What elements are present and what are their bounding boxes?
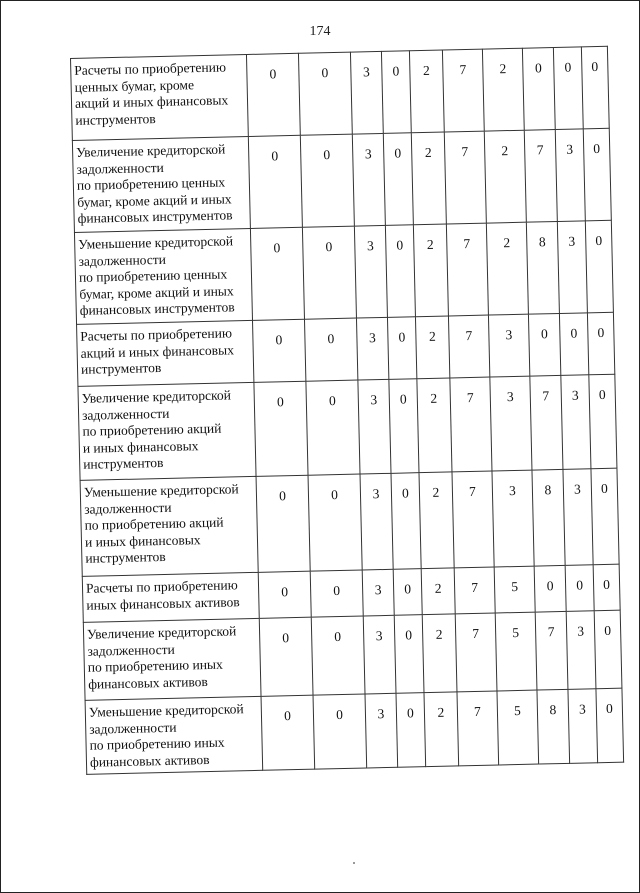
code-digit: 0 [581, 46, 609, 129]
code-digit: 0 [522, 48, 555, 131]
row-label [77, 320, 254, 386]
code-digit: 0 [311, 616, 365, 695]
code-digit: 8 [537, 689, 570, 764]
scan-speck [353, 862, 355, 864]
row-label-line: Расчеты по приобретению [85, 577, 238, 596]
row-label-line: акций и иных финансовых [74, 92, 229, 111]
row-label-line: Увеличение кредиторской [75, 141, 226, 160]
code-digit: 0 [298, 52, 352, 135]
code-digit: 0 [589, 374, 617, 469]
table-row [85, 688, 624, 774]
code-digit: 0 [393, 569, 422, 616]
code-digit: 0 [381, 51, 411, 134]
code-digit: 7 [454, 567, 495, 614]
row-label-line: задолженности [76, 159, 164, 177]
code-digit: 8 [526, 221, 559, 314]
code-digit: 3 [354, 225, 387, 318]
code-digit: 2 [482, 48, 524, 131]
code-digit: 0 [389, 379, 419, 474]
code-digit: 3 [365, 693, 398, 768]
row-label-line: Расчеты по приобретению [74, 59, 227, 78]
code-digit: 0 [396, 693, 426, 768]
code-table [70, 46, 624, 775]
code-digit: 3 [352, 133, 385, 226]
code-digit: 7 [452, 471, 494, 568]
row-label [71, 54, 249, 140]
code-digit: 7 [455, 613, 497, 692]
code-digit: 0 [256, 475, 310, 572]
row-label-line: задолженности [89, 719, 177, 737]
row-label-line: инструментов [80, 360, 162, 377]
code-digit: 0 [591, 468, 619, 565]
code-digit: 0 [587, 312, 614, 375]
code-digit: 0 [594, 610, 622, 689]
code-digit: 0 [593, 564, 620, 611]
row-label-line: Уменьшение кредиторской [88, 701, 244, 720]
code-digit: 0 [304, 318, 357, 381]
code-digit: 0 [394, 615, 424, 694]
row-label-line: задолженности [81, 405, 170, 423]
code-digit: 0 [300, 134, 354, 227]
row-label-line: задолженности [87, 641, 175, 659]
code-digit: 5 [494, 566, 535, 613]
row-label-line: акций и иных финансовых [80, 341, 235, 361]
code-digit: 7 [442, 49, 484, 132]
code-digit: 7 [444, 131, 486, 224]
code-digit: 0 [306, 380, 360, 475]
code-digit: 0 [259, 617, 313, 696]
code-digit: 7 [446, 223, 488, 316]
row-label-line: по приобретению ценных [76, 174, 226, 193]
code-digit: 3 [561, 375, 591, 470]
row-label-line: Расчеты по приобретению [80, 325, 233, 344]
row-label [82, 572, 259, 622]
code-digit: 3 [362, 569, 394, 616]
code-digit: 0 [583, 128, 611, 221]
code-digit: 2 [415, 316, 449, 379]
row-label [80, 476, 258, 576]
code-digit: 0 [246, 53, 300, 136]
row-label-line: Увеличение кредиторской [81, 387, 232, 406]
code-digit: 3 [557, 221, 587, 314]
code-digit: 3 [568, 689, 598, 764]
code-digit: 3 [563, 469, 593, 566]
row-label-line: бумаг, кроме акций и иных [79, 282, 234, 302]
row-label-line: по приобретению иных [89, 734, 225, 753]
row-label-line: ценных бумаг, кроме [74, 76, 195, 95]
table-row [83, 610, 622, 700]
code-digit: 3 [555, 129, 585, 222]
code-digit: 2 [424, 692, 459, 767]
code-digit: 3 [358, 379, 391, 474]
row-label-line: инструментов [85, 548, 166, 566]
code-digit: 0 [313, 694, 367, 769]
code-digit: 0 [261, 695, 315, 770]
row-label-line: по приобретению ценных [78, 266, 228, 285]
code-digit: 3 [356, 317, 388, 380]
code-digit: 0 [559, 313, 588, 376]
row-label-line: задолженности [84, 499, 172, 517]
code-digit: 2 [419, 472, 454, 569]
row-label-line: финансовых активов [88, 673, 208, 692]
code-digit: 0 [391, 473, 421, 570]
code-digit: 5 [495, 612, 537, 691]
row-label-line: бумаг, кроме акций и иных [77, 190, 232, 210]
code-digit: 0 [302, 226, 356, 319]
code-digit: 3 [350, 51, 383, 134]
row-label [78, 382, 256, 480]
code-digit: 0 [553, 47, 583, 130]
row-label-line: инструментов [83, 454, 164, 472]
row-label-line: Уменьшение кредиторской [83, 481, 239, 500]
code-digit: 0 [310, 570, 363, 617]
code-digit: 5 [497, 690, 539, 765]
code-digit: 0 [528, 313, 560, 376]
row-label [83, 618, 261, 700]
code-digit: 3 [490, 376, 532, 471]
row-label [85, 696, 263, 774]
code-digit: 2 [421, 568, 455, 615]
row-label-line: по приобретению иных [87, 656, 223, 675]
row-label [72, 136, 250, 232]
code-digit: 8 [532, 469, 565, 566]
table-body [71, 46, 624, 774]
page-number: 174 [309, 24, 331, 39]
code-digit: 0 [258, 571, 311, 618]
code-digit: 0 [387, 317, 416, 380]
row-label-line: финансовых инструментов [79, 299, 235, 318]
row-label-line: финансовых активов [89, 751, 210, 770]
code-digit: 7 [535, 611, 568, 690]
code-digit: 7 [457, 691, 499, 766]
code-digit: 3 [363, 615, 396, 694]
row-label-line: иных финансовых активов [86, 593, 240, 613]
code-digit: 2 [417, 378, 452, 473]
code-digit: 0 [383, 133, 413, 226]
row-label-line: по приобретению акций [84, 514, 224, 533]
row-label-line: задолженности [78, 251, 167, 269]
code-digit: 2 [486, 222, 528, 315]
code-digit: 7 [530, 375, 563, 470]
code-digit: 0 [385, 225, 415, 318]
code-digit: 7 [448, 315, 489, 378]
code-digit: 3 [566, 611, 596, 690]
code-digit: 2 [411, 132, 446, 225]
code-digit: 0 [250, 227, 304, 320]
row-label-line: и иных финансовых [84, 531, 201, 550]
code-digit: 0 [585, 220, 613, 313]
code-digit: 2 [422, 614, 457, 693]
code-digit: 2 [413, 224, 448, 317]
code-digit: 0 [596, 688, 624, 763]
table-row [74, 220, 613, 324]
code-digit: 0 [248, 135, 302, 228]
code-digit: 2 [484, 130, 526, 223]
code-digit: 3 [488, 314, 529, 377]
code-digit: 7 [524, 130, 557, 223]
code-digit: 3 [360, 473, 393, 570]
code-digit: 0 [534, 565, 566, 612]
row-label [74, 228, 252, 324]
code-digit: 0 [253, 319, 306, 382]
code-digit: 0 [308, 474, 362, 571]
code-digit: 7 [450, 377, 492, 472]
table-row [78, 374, 617, 480]
table-row [72, 128, 611, 232]
code-digit: 0 [254, 381, 308, 476]
row-label-line: Увеличение кредиторской [86, 623, 237, 642]
row-label-line: и иных финансовых [82, 437, 199, 456]
code-digit: 0 [565, 565, 594, 612]
row-label-line: по приобретению акций [82, 420, 222, 439]
code-digit: 2 [409, 50, 444, 133]
table-row [80, 468, 619, 576]
row-label-line: Уменьшение кредиторской [78, 233, 234, 252]
table-row [71, 46, 610, 140]
code-digit: 3 [492, 470, 534, 567]
row-label-line: инструментов [75, 110, 156, 128]
row-label-line: финансовых инструментов [77, 207, 233, 226]
